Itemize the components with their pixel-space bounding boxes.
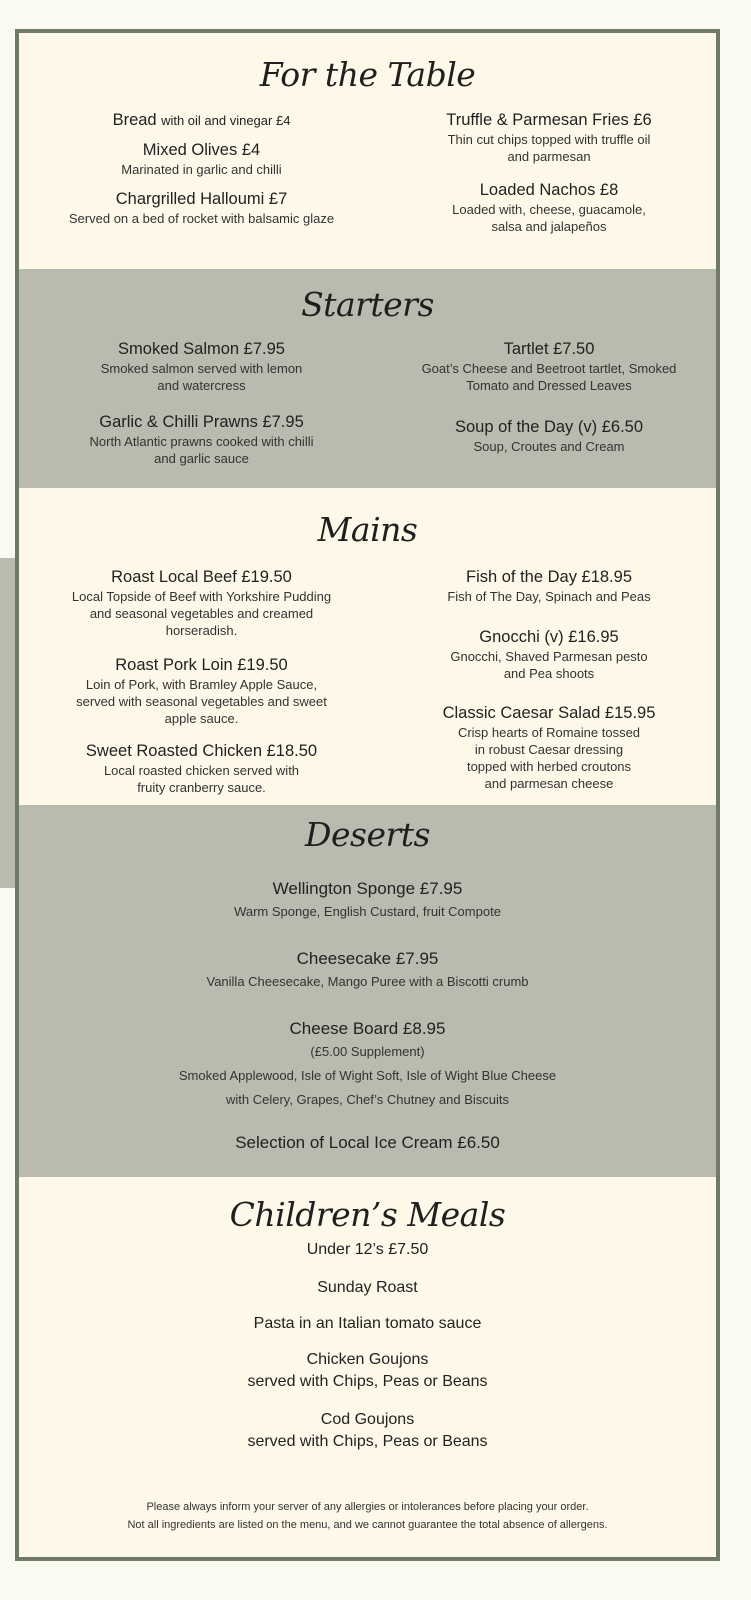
item-name: Wellington Sponge £7.95 [272, 879, 463, 898]
item-name: Loaded Nachos £8 [479, 181, 619, 199]
item-desc: and parmesan cheese [484, 776, 614, 791]
item-desc: served with Chips, Peas or Beans [247, 1433, 488, 1450]
section-title-table: For the Table [259, 55, 476, 94]
item-desc: and seasonal vegetables and creamed [89, 606, 314, 621]
section-title-mains: Mains [317, 510, 418, 549]
mains-right-column [404, 566, 694, 801]
menu-item-roast-beef [54, 566, 349, 639]
menu-item-olives [39, 139, 364, 178]
item-name: Chargrilled Halloumi £7 [115, 190, 288, 208]
starters-left-column [69, 338, 334, 478]
for-the-table-section [19, 33, 716, 269]
item-name: Sweet Roasted Chicken £18.50 [85, 742, 318, 760]
item-desc: topped with herbed croutons [466, 759, 632, 774]
item-desc: (£5.00 Supplement) [310, 1044, 425, 1059]
side-tab-decoration [0, 558, 16, 888]
item-desc: and garlic sauce [154, 451, 249, 466]
item-name: Selection of Local Ice Cream £6.50 [235, 1133, 500, 1152]
item-desc: salsa and jalapeños [491, 219, 607, 234]
menu-item-tartlet [384, 338, 714, 394]
menu-item-ice-cream [19, 1131, 716, 1154]
item-desc: Thin cut chips topped with truffle oil [447, 132, 651, 147]
item-desc: Vanilla Cheesecake, Mango Puree with a Biscotti crumb [206, 974, 529, 989]
children-price [19, 1239, 716, 1261]
item-name: Cheesecake £7.95 [296, 949, 439, 968]
children-item-pasta [19, 1313, 716, 1335]
allergy-notice-line: Please always inform your server of any allergies or intolerances before placing your order. [146, 1501, 589, 1513]
item-name: Roast Local Beef £19.50 [111, 568, 292, 586]
item-name: Cheese Board £8.95 [289, 1019, 446, 1038]
menu-item-fish [404, 566, 694, 605]
section-title-starters: Starters [301, 285, 434, 324]
item-desc: and Pea shoots [503, 666, 595, 681]
table-left-column [39, 109, 364, 259]
starters-section [19, 269, 716, 488]
item-desc: Local roasted chicken served with [103, 763, 300, 778]
item-desc: Crisp hearts of Romaine tossed [457, 725, 641, 740]
menu-item-roast-chicken [54, 740, 349, 796]
item-desc: and parmesan [507, 149, 591, 164]
item-desc: Marinated in garlic and chilli [121, 162, 282, 177]
menu-item-roast-pork [54, 654, 349, 727]
section-title-children: Children’s Meals [229, 1195, 506, 1234]
item-desc: and watercress [157, 378, 246, 393]
item-desc: Smoked Applewood, Isle of Wight Soft, Isle of Wight Blue Cheese [178, 1068, 557, 1083]
menu-item-soup [384, 416, 714, 455]
starters-right-column [384, 338, 714, 478]
allergy-notice [19, 1498, 716, 1534]
mains-section [19, 488, 716, 805]
item-name: Truffle & Parmesan Fries £6 [446, 111, 652, 129]
item-desc: Local Topside of Beef with Yorkshire Pudding [71, 589, 332, 604]
deserts-section [19, 805, 716, 1177]
allergy-notice-line: Not all ingredients are listed on the menu, and we cannot guarantee the total absence of allergens. [127, 1519, 608, 1531]
menu-item-gnocchi [404, 626, 694, 682]
item-name: Cod Goujons [320, 1411, 415, 1428]
item-desc: Gnocchi, Shaved Parmesan pesto [450, 649, 648, 664]
item-name: Gnocchi (v) £16.95 [479, 628, 619, 646]
item-desc: Loaded with, cheese, guacamole, [452, 202, 646, 217]
item-desc: Loin of Pork, with Bramley Apple Sauce, [85, 677, 318, 692]
item-desc: Goat’s Cheese and Beetroot tartlet, Smoked [421, 361, 677, 376]
item-desc: with Celery, Grapes, Chef’s Chutney and Biscuits [226, 1092, 509, 1107]
item-desc: served with Chips, Peas or Beans [247, 1373, 488, 1390]
menu-card [15, 29, 720, 1561]
children-subtitle: Under 12’s £7.50 [306, 1241, 429, 1258]
menu-item-nachos [389, 179, 709, 235]
menu-item-cheesecake [19, 947, 716, 994]
item-desc: North Atlantic prawns cooked with chilli [89, 434, 314, 449]
table-right-column [389, 109, 709, 259]
menu-item-halloumi [39, 188, 364, 227]
menu-item-prawns [69, 411, 334, 467]
item-desc: horseradish. [165, 623, 238, 638]
item-desc: apple sauce. [164, 711, 239, 726]
item-name: Smoked Salmon £7.95 [118, 340, 285, 358]
item-desc: Soup, Croutes and Cream [473, 439, 625, 454]
item-name: Sunday Roast [317, 1279, 418, 1296]
children-item-cod-goujons [19, 1409, 716, 1453]
item-name: Fish of the Day £18.95 [465, 568, 632, 586]
item-desc: Warm Sponge, English Custard, fruit Compote [234, 904, 501, 919]
childrens-meals-section [19, 1177, 716, 1561]
section-title-deserts: Deserts [305, 815, 430, 854]
menu-item-smoked-salmon [69, 338, 334, 394]
item-desc: Fish of The Day, Spinach and Peas [447, 589, 651, 604]
item-name-suffix: with oil and vinegar £4 [161, 113, 291, 128]
item-name: Bread [112, 111, 157, 129]
item-desc: in robust Caesar dressing [474, 742, 624, 757]
children-item-sunday-roast [19, 1277, 716, 1299]
item-name: Mixed Olives £4 [142, 141, 261, 159]
item-desc: Tomato and Dressed Leaves [466, 378, 632, 393]
mains-left-column [54, 566, 349, 801]
menu-item-cheese-board [19, 1017, 716, 1112]
item-desc: Served on a bed of rocket with balsamic glaze [68, 211, 335, 226]
item-name: Chicken Goujons [306, 1351, 429, 1368]
menu-item-truffle-fries [389, 109, 709, 165]
menu-item-wellington-sponge [19, 877, 716, 924]
item-name: Tartlet £7.50 [503, 340, 595, 358]
item-name: Roast Pork Loin £19.50 [115, 656, 288, 674]
item-name: Pasta in an Italian tomato sauce [253, 1315, 482, 1332]
menu-item-caesar [404, 702, 694, 792]
item-name: Classic Caesar Salad £15.95 [442, 704, 656, 722]
item-name: Garlic & Chilli Prawns £7.95 [99, 413, 304, 431]
item-desc: served with seasonal vegetables and sweet [76, 694, 327, 709]
menu-item-bread [39, 109, 364, 132]
children-item-chicken-goujons [19, 1349, 716, 1393]
item-desc: Smoked salmon served with lemon [100, 361, 303, 376]
item-name: Soup of the Day (v) £6.50 [454, 418, 644, 436]
item-desc: fruity cranberry sauce. [137, 780, 266, 795]
